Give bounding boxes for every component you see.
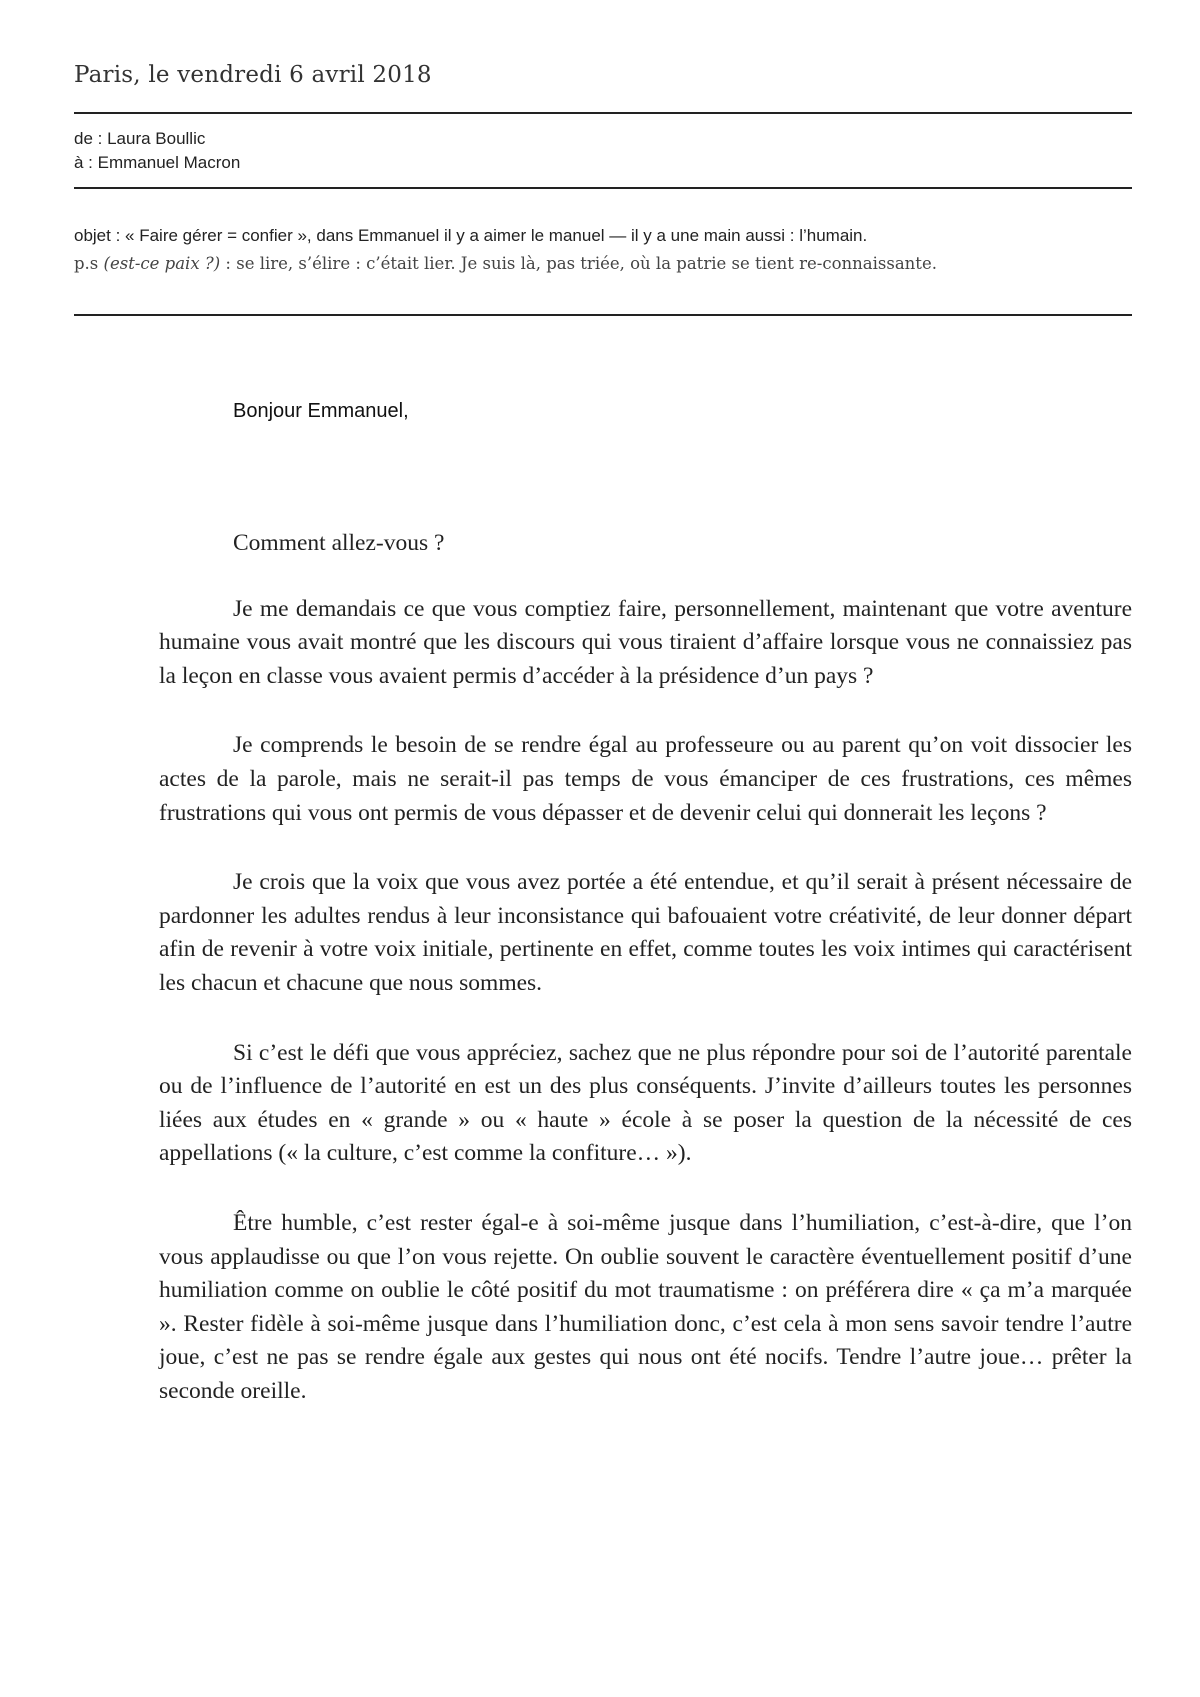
paragraph: Si c’est le défi que vous appréciez, sachez que ne plus répondre pour soi de l’autorité parentale ou de l’influence de l’autorité en est un des plus conséquents. J’invite d’ailleurs toutes les personnes liées aux études en « grande » ou « haute » école à se poser la question de la nécessité de ces appellations (« la culture, c’est comme la confiture… »). bbox=[159, 1039, 1132, 1167]
paragraph: Je crois que la voix que vous avez portée a été entendue, et qu’il serait à présent nécessaire de pardonner les adultes rendus à leur inconsistance qui bafouaient votre créativité, de leur donner départ afin de revenir à votre voix initiale, pertinente en effet, comme toutes les voix intimes qui caractérisent les chacun et chacune que nous sommes. bbox=[159, 869, 1132, 996]
postscript-line bbox=[74, 254, 937, 273]
letter-body bbox=[159, 527, 1132, 1444]
greeting: Bonjour Emmanuel, bbox=[233, 400, 409, 422]
ps-prefix: p.s bbox=[74, 254, 104, 273]
paragraph: Je me demandais ce que vous comptiez faire, personnellement, maintenant que votre aventure humaine vous avait montré que les discours qui vous tiraient d’affaire lorsque vous ne connaissiez pas la leçon en classe vous avaient permis d’accéder à la présidence d’un pays ? bbox=[159, 595, 1132, 689]
divider-middle bbox=[74, 187, 1132, 189]
paragraph: Être humble, c’est rester égal-e à soi-même jusque dans l’humiliation, c’est-à-dire, que l’on vous applaudisse ou que l’on vous rejette. On oublie souvent le caractère éventuellement positif d’une humiliation comme on oublie le côté positif du mot traumatisme : on préférera dire « ça m’a marquée ». Rester fidèle à soi-même jusque dans l’humiliation donc, c’est cela à mon sens savoir tendre l’autre joue, c’est ne pas se rendre égale aux gestes qui nous ont été nocifs. Tendre l’autre joue… prêter la seconde oreille. bbox=[159, 1209, 1132, 1404]
dateline: Paris, le vendredi 6 avril 2018 bbox=[74, 62, 432, 88]
ps-rest: : se lire, s’élire : c’était lier. Je suis là, pas triée, où la patrie se tient re-connaissante. bbox=[220, 254, 937, 273]
divider-bottom bbox=[74, 314, 1132, 316]
sender-line: de : Laura Boullic bbox=[74, 129, 206, 148]
paragraph: Je comprends le besoin de se rendre égal au professeure ou au parent qu’on voit dissocier les actes de la parole, mais ne serait-il pas temps de vous émanciper de ces frustrations, ces mêmes frustrations qui vous ont permis de vous dépasser et de devenir celui qui donnerait les leçons ? bbox=[159, 732, 1132, 826]
subject-line: objet : « Faire gérer = confier », dans Emmanuel il y a aimer le manuel — il y a une main aussi : l’humain. bbox=[74, 226, 868, 245]
ps-italic: (est-ce paix ?) bbox=[103, 254, 221, 273]
divider-top bbox=[74, 112, 1132, 114]
recipient-line: à : Emmanuel Macron bbox=[74, 153, 241, 172]
paragraph: Comment allez-vous ? bbox=[233, 530, 445, 556]
